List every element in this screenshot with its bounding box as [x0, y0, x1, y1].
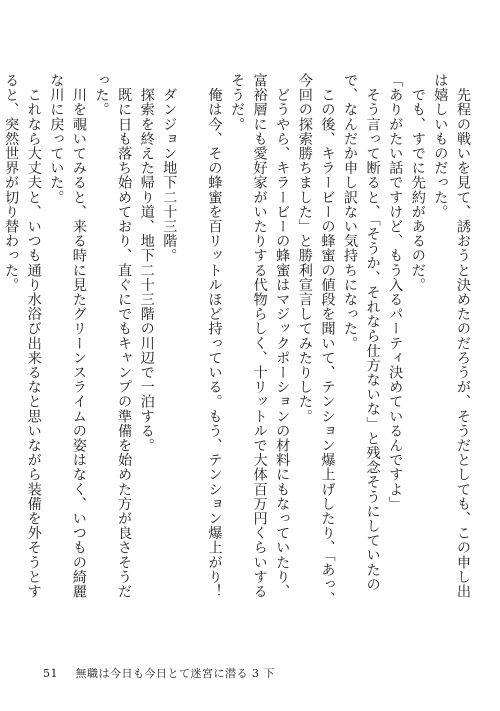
- paragraph: でも、すでに先約があるのだ。: [409, 73, 426, 292]
- paragraph: ダンジョン地下二十三階。: [161, 73, 178, 263]
- running-title: 無職は今日も今日とて迷宮に潜る 3 下: [75, 667, 275, 680]
- dialogue-line: 「ありがたい話ですけど、もう入るパーティ決めているんですよ」: [387, 73, 404, 511]
- paragraph: 川を覗いてみると、来る時に見たグリーンスライムの姿はなく、いつもの綺麗な川に戻っていた。: [48, 73, 87, 599]
- paragraph: どうやら、キラービーの蜂蜜はマジックポーションの材料にもなっていたり、富裕層にも愛好家がいたりする代物らしく、十リットルで大体百万円くらいするそうだ。: [229, 73, 291, 599]
- paragraph: これなら大丈夫と、いつも通り水浴び出来るなと思いながら装備を外そうとすると、突然世界が切り替わった。: [3, 73, 42, 599]
- body-text: [0, 73, 474, 613]
- paragraph: 俺は今、その蜂蜜を百リットルほど持っている。もう、テンション爆上がり！: [206, 73, 223, 599]
- page-number: 51: [43, 667, 58, 680]
- paragraph: そう言って断ると、「そうか、それなら仕方ないな」と残念そうにしていたので、なんだか申し訳ない気持ちになった。: [342, 73, 381, 592]
- page-footer: [43, 665, 275, 681]
- paragraph: 探索を終えた帰り道、地下二十三階の川辺で一泊する。: [138, 73, 155, 453]
- paragraph: 既に日も落ち始めており、直ぐにでもキャンプの準備を始めた方が良さそうだった。: [93, 73, 133, 599]
- paragraph: この後、キラービーの蜂蜜の値段を聞いて、テンション爆上げしたり、「あっ、今回の探索勝ちました」と勝利宣言してみたりした。: [296, 73, 336, 607]
- paragraph: 先程の戦いを見て、誘おうと決めたのだろうが、そうだとしても、この申し出は嬉しいものだった。: [432, 73, 471, 599]
